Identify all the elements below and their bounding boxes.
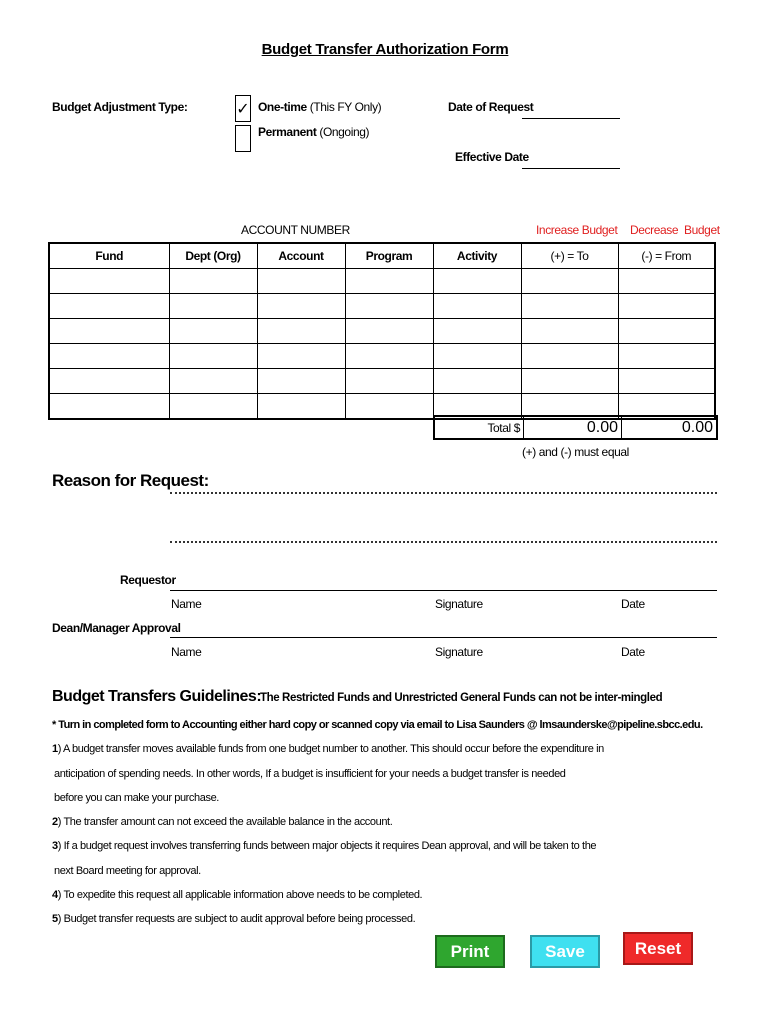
- requestor-signature-caption: Signature: [435, 597, 483, 611]
- table-cell[interactable]: [169, 319, 257, 344]
- table-cell[interactable]: [345, 394, 433, 420]
- table-header-row: [49, 243, 715, 269]
- guidelines-heading: Budget Transfers Guidelines:: [52, 688, 262, 705]
- table-row: [49, 269, 715, 294]
- date-of-request-field[interactable]: [522, 118, 620, 119]
- total-increase-value: 0.00: [524, 417, 622, 438]
- requestor-label: Requestor: [120, 573, 176, 587]
- table-cell[interactable]: [618, 344, 715, 369]
- dean-signature-line[interactable]: [170, 637, 717, 638]
- column-from: (-) = From: [618, 243, 715, 269]
- one-time-checkbox[interactable]: [235, 95, 251, 122]
- column-account: Account: [257, 243, 345, 269]
- table-cell[interactable]: [257, 394, 345, 420]
- column-fund: Fund: [49, 243, 169, 269]
- table-cell[interactable]: [257, 294, 345, 319]
- table-cell[interactable]: [169, 269, 257, 294]
- guideline-line: 5) Budget transfer requests are subject to audit approval before being processed.: [52, 913, 416, 925]
- decrease-budget-label: Decrease Budget: [630, 223, 720, 237]
- table-cell[interactable]: [49, 344, 169, 369]
- table-cell[interactable]: [618, 269, 715, 294]
- table-cell[interactable]: [345, 269, 433, 294]
- table-cell[interactable]: [257, 369, 345, 394]
- guideline-line: anticipation of spending needs. In other words, If a budget is insufficient for your needs a budget transfer is needed: [54, 768, 566, 780]
- table-cell[interactable]: [49, 294, 169, 319]
- requestor-date-caption: Date: [621, 597, 645, 611]
- column-activity: Activity: [433, 243, 521, 269]
- reset-button[interactable]: Reset: [623, 932, 693, 965]
- increase-budget-label: Increase Budget: [536, 223, 618, 237]
- table-cell[interactable]: [521, 319, 618, 344]
- table-cell[interactable]: [49, 394, 169, 420]
- dean-name-caption: Name: [171, 645, 202, 659]
- table-cell[interactable]: [521, 269, 618, 294]
- dean-date-caption: Date: [621, 645, 645, 659]
- table-cell[interactable]: [257, 319, 345, 344]
- guideline-line: 2) The transfer amount can not exceed the available balance in the account.: [52, 816, 393, 828]
- table-cell[interactable]: [49, 269, 169, 294]
- table-row: [49, 294, 715, 319]
- restricted-funds-note: The Restricted Funds and Unrestricted General Funds can not be inter-mingled: [260, 692, 663, 704]
- guideline-line: next Board meeting for approval.: [54, 865, 201, 877]
- account-number-label: ACCOUNT NUMBER: [241, 223, 350, 237]
- dean-approval-label: Dean/Manager Approval: [52, 621, 181, 635]
- table-cell[interactable]: [521, 294, 618, 319]
- table-cell[interactable]: [345, 369, 433, 394]
- table-cell[interactable]: [345, 294, 433, 319]
- table-cell[interactable]: [49, 319, 169, 344]
- effective-date-field[interactable]: [522, 168, 620, 169]
- reason-line-1[interactable]: [170, 492, 717, 494]
- one-time-option-label: One-time (This FY Only): [258, 100, 382, 114]
- table-cell[interactable]: [49, 369, 169, 394]
- requestor-signature-line[interactable]: [170, 590, 717, 591]
- form-title: Budget Transfer Authorization Form: [261, 41, 509, 58]
- table-cell[interactable]: [345, 319, 433, 344]
- table-cell[interactable]: [169, 344, 257, 369]
- total-decrease-value: 0.00: [681, 418, 713, 436]
- guideline-line: 3) If a budget request involves transferring funds between major objects it requires Dean approval, and will be taken to the: [52, 840, 597, 852]
- table-cell[interactable]: [618, 294, 715, 319]
- table-cell[interactable]: [433, 369, 521, 394]
- table-cell[interactable]: [169, 294, 257, 319]
- table-row: [49, 319, 715, 344]
- table-cell[interactable]: [433, 344, 521, 369]
- print-button[interactable]: Print: [435, 935, 505, 968]
- table-cell[interactable]: [521, 369, 618, 394]
- table-row: [49, 369, 715, 394]
- adjustment-type-label: Budget Adjustment Type:: [52, 100, 188, 114]
- reason-label: Reason for Request:: [52, 471, 209, 490]
- date-of-request-label: Date of Request: [448, 100, 534, 114]
- guideline-line: before you can make your purchase.: [54, 792, 219, 804]
- table-cell[interactable]: [433, 294, 521, 319]
- table-cell[interactable]: [169, 394, 257, 420]
- save-button[interactable]: Save: [530, 935, 600, 968]
- turn-in-note: * Turn in completed form to Accounting either hard copy or scanned copy via email to Lisa Saunders @ lmsaunderske@pipeline.sbcc.edu.: [52, 719, 703, 731]
- requestor-name-caption: Name: [171, 597, 202, 611]
- checkmark-icon: ✓: [236, 100, 250, 118]
- column-dept: Dept (Org): [169, 243, 257, 269]
- table-cell[interactable]: [345, 344, 433, 369]
- reason-line-2[interactable]: [170, 541, 717, 543]
- dean-signature-caption: Signature: [435, 645, 483, 659]
- table-cell[interactable]: [521, 344, 618, 369]
- totals-box: [433, 415, 718, 440]
- permanent-option-label: Permanent (Ongoing): [258, 125, 370, 139]
- table-cell[interactable]: [257, 344, 345, 369]
- table-cell[interactable]: [618, 319, 715, 344]
- table-cell[interactable]: [169, 369, 257, 394]
- account-table: [48, 242, 716, 420]
- table-cell[interactable]: [433, 269, 521, 294]
- table-row: [49, 344, 715, 369]
- table-cell[interactable]: [433, 319, 521, 344]
- permanent-checkbox[interactable]: [235, 125, 251, 152]
- column-program: Program: [345, 243, 433, 269]
- table-cell[interactable]: [618, 369, 715, 394]
- total-label: Total $: [435, 417, 524, 438]
- column-to: (+) = To: [521, 243, 618, 269]
- must-equal-note: (+) and (-) must equal: [522, 445, 629, 459]
- guideline-line: 4) To expedite this request all applicable information above needs to be completed.: [52, 889, 423, 901]
- table-cell[interactable]: [257, 269, 345, 294]
- effective-date-label: Effective Date: [455, 150, 529, 164]
- guideline-line: 1) A budget transfer moves available funds from one budget number to another. This should occur before the expenditure in: [52, 743, 604, 755]
